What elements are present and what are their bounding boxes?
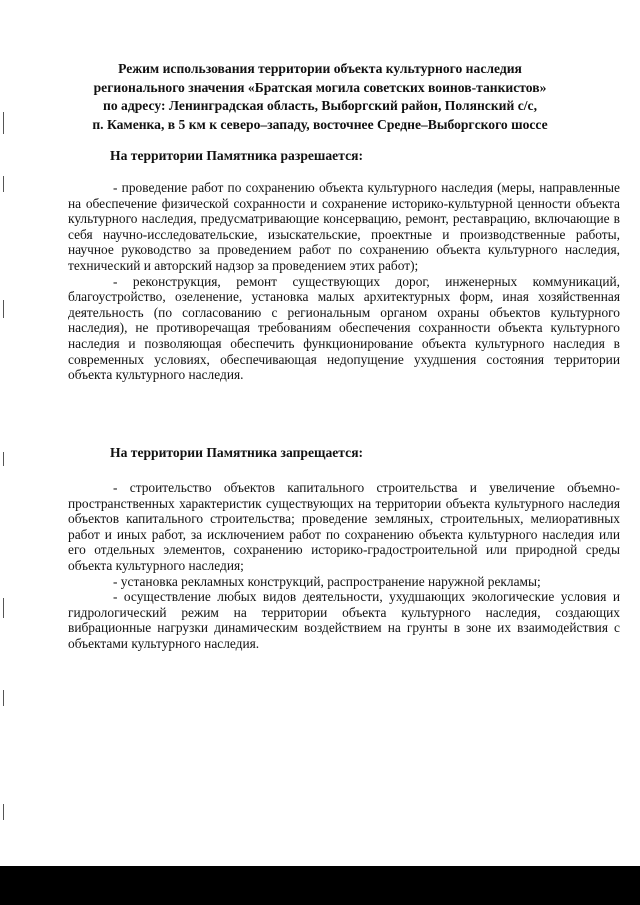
scan-edge-mark [3, 300, 4, 318]
allowed-item: - проведение работ по сохранению объекта культурного наследия (меры, направленные на обеспечение физической сохранности и сохранение историко-культурной ценности объекта культурного наследия, предусматривающие консервацию, ремонт, реставрацию, включающие в себя научно-исследовательские, изыскательские, проектные и производственные работы, научное руководство за проведением работ по сохранению объекта культурного наследия, технический и авторский надзор за проведением этих работ); [68, 180, 620, 273]
scan-edge-mark [3, 804, 4, 820]
allowed-section [68, 180, 620, 383]
allowed-item: - реконструкция, ремонт существующих дорог, инженерных коммуникаций, благоустройство, озеленение, установка малых архитектурных форм, иная хозяйственная деятельность (по согласованию с региональным органом охраны объектов культурного наследия), не противоречащая требованиям обеспечения сохранности объекта культурного наследия и позволяющая обеспечить функционирование объекта культурного наследия в современных условиях, обеспечивающая недопущение ухудшения состояния территории объекта культурного наследия. [68, 273, 620, 383]
allowed-heading: На территории Памятника разрешается: [110, 148, 363, 163]
title-line: Режим использования территории объекта культурного наследия [118, 61, 522, 76]
scan-bottom-border [0, 866, 640, 905]
forbidden-item: - установка рекламных конструкций, распространение наружной рекламы; [113, 573, 541, 589]
forbidden-heading: На территории Памятника запрещается: [110, 445, 364, 460]
title-line: регионального значения «Братская могила советских воинов-танкистов» [93, 79, 547, 95]
forbidden-item: - строительство объектов капитального строительства и увеличение объемно-пространственных характеристик существующих на территории объекта культурного наследия объектов капитального строительства; проведение земляных, строительных, мелиоративных работ и иных работ, за исключением работ по сохранению объекта культурного наследия или его отдельных элементов, сохранению историко-градостроительной или природной среды объекта культурного наследия; [68, 480, 620, 573]
scan-edge-mark [3, 598, 4, 618]
scan-edge-mark [3, 112, 4, 134]
document-title [60, 60, 580, 134]
scan-edge-mark [3, 176, 4, 192]
title-line: по адресу: Ленинградская область, Выборгский район, Полянский с/с, [103, 98, 537, 114]
forbidden-section [68, 480, 620, 652]
title-line: п. Каменка, в 5 км к северо–западу, восточнее Средне–Выборгского шоссе [92, 116, 548, 132]
forbidden-item: - осуществление любых видов деятельности, ухудшающих экологические условия и гидрологический режим на территории объекта культурного наследия, создающих вибрационные нагрузки динамическим воздействием на грунты в зоне их взаимодействия с объектами культурного наследия. [68, 589, 620, 651]
scan-edge-mark [3, 690, 4, 706]
scan-edge-mark [3, 452, 4, 466]
